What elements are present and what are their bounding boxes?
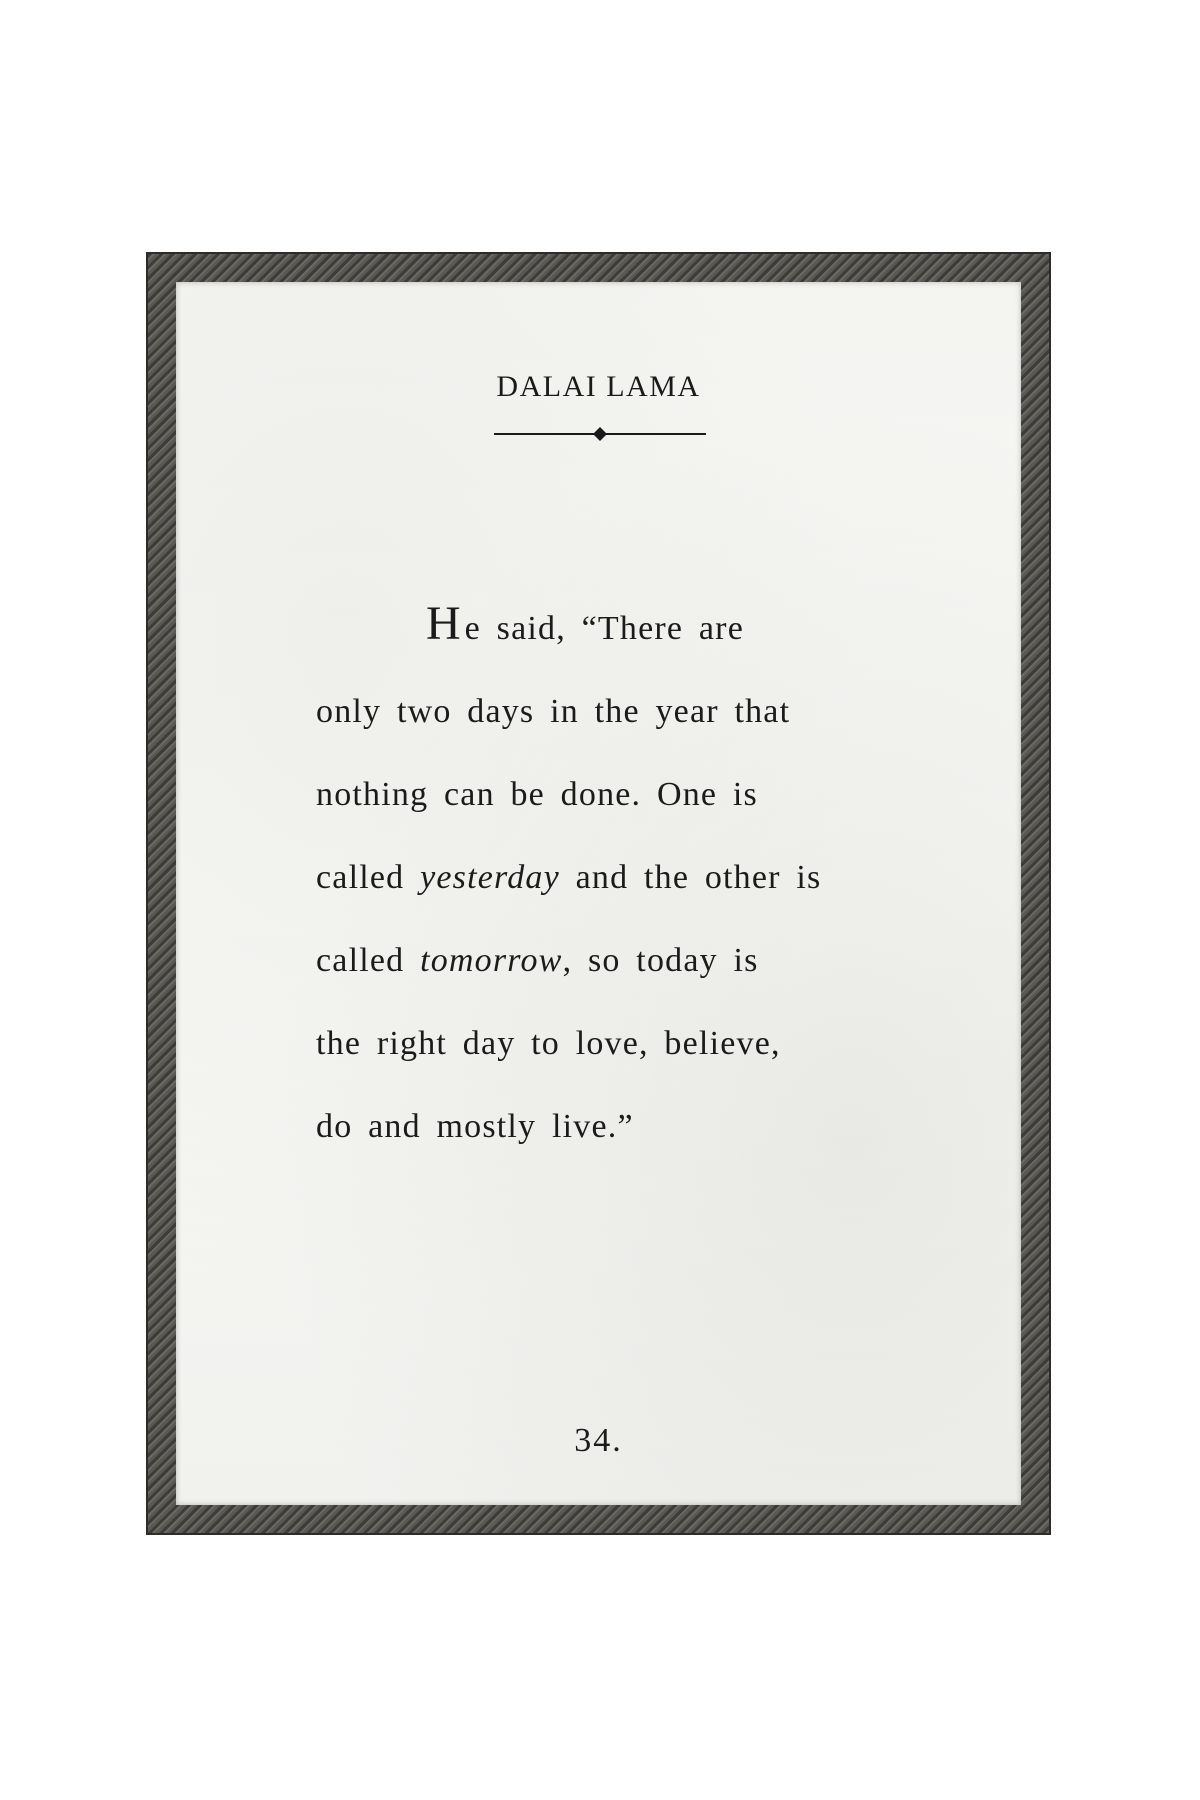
print-panel <box>176 282 1021 1505</box>
emphasis-yesterday: yesterday <box>420 859 560 896</box>
page-number: 34. <box>574 1422 623 1459</box>
drop-cap: H <box>426 597 465 650</box>
quote-line-7: do and mostly live.” <box>316 1108 634 1145</box>
author-title: DALAI LAMA <box>496 370 701 403</box>
quote-line-6: the right day to love, believe, <box>316 1025 781 1062</box>
divider-ornament <box>494 424 706 444</box>
wooden-frame <box>146 252 1051 1535</box>
emphasis-tomorrow: tomorrow <box>420 942 563 979</box>
quote-text <box>316 582 946 1168</box>
quote-line-1: He said, “There are <box>426 597 744 650</box>
quote-line-5: called tomorrow, so today is <box>316 942 759 979</box>
quote-line-3: nothing can be done. One is <box>316 776 758 813</box>
quote-line-2: only two days in the year that <box>316 693 791 730</box>
quote-line-4: called yesterday and the other is <box>316 859 822 896</box>
